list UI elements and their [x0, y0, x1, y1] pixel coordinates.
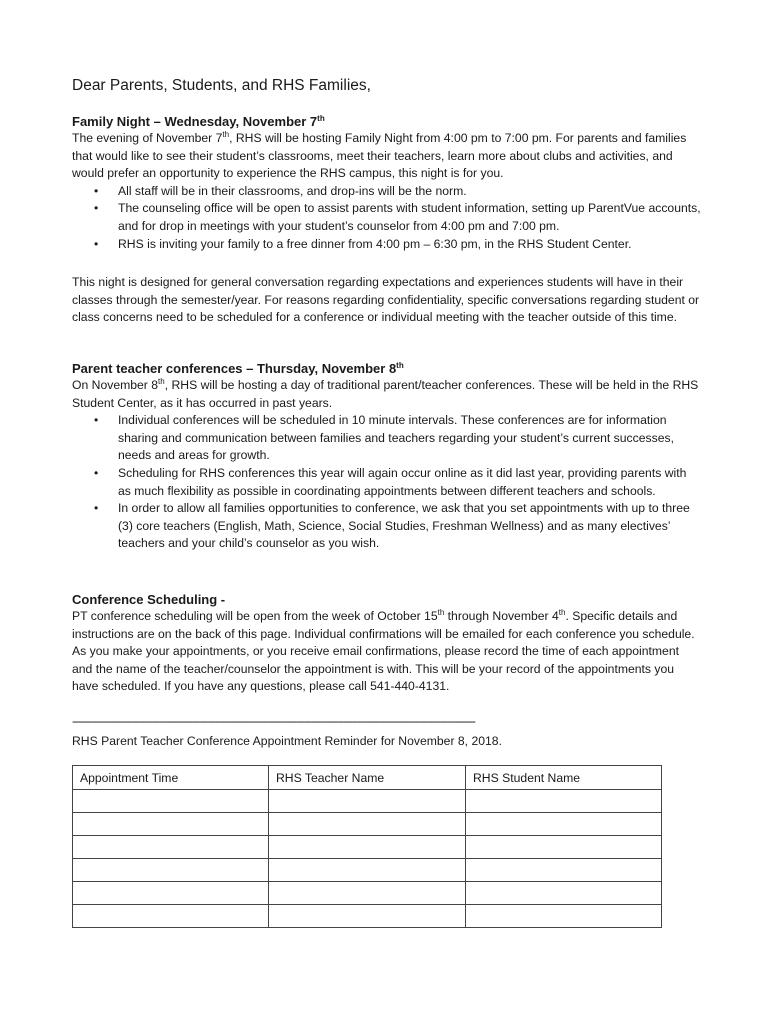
scheduling-text: PT conference scheduling will be open from the week of October 15th through November 4th. Specific details and instructions are on the back of this page. Individual confirmations will be emailed for each conference you schedule. As you make your appointments, or you receive email confirmations, please record the time of each appointment and the name of the teacher/counselor the appointment is with. This will be your record of the appointments you have scheduled. If you have any questions, please call 541-440-4131.	[72, 608, 695, 694]
family-night-note: This night is designed for general conversation regarding expectations and experiences students will have in their classes through the semester/year. For reasons regarding confidentiality, specific conversations regarding student or class concerns need to be scheduled for a conference or individual meeting with the teacher outside of this time.	[72, 275, 700, 325]
table-cell[interactable]	[466, 859, 662, 882]
table-cell[interactable]	[73, 859, 269, 882]
table-row	[73, 836, 662, 859]
list-item: • RHS is inviting your family to a free dinner from 4:00 pm – 6:30 pm, in the RHS Student Center.	[118, 236, 702, 254]
list-item: • In order to allow all families opportunities to conference, we ask that you set appointments with up to three (3) core teachers (English, Math, Science, Social Studies, Freshman Wellness) and as many electives’ teachers and your child’s counselor as you wish.	[118, 500, 702, 553]
conferences-bullets	[72, 412, 702, 553]
list-item: • All staff will be in their classrooms, and drop-ins will be the norm.	[118, 183, 702, 201]
family-night-intro: The evening of November 7th, RHS will be hosting Family Night from 4:00 pm to 7:00 pm. For parents and families that would like to see their student’s classrooms, meet their teachers, learn more about clubs and activities, and would prefer an opportunity to experience the RHS campus, this night is for you.	[72, 130, 687, 181]
salutation: Dear Parents, Students, and RHS Families,	[72, 77, 371, 94]
column-header-appointment-time: Appointment Time	[73, 766, 269, 790]
list-item: • The counseling office will be open to assist parents with student information, setting up ParentVue accounts, and for drop in meetings with your student’s counselor from 4:00 pm and 7:00 pm.	[118, 200, 702, 235]
table-row	[73, 813, 662, 836]
scheduling-heading: Conference Scheduling -	[72, 592, 226, 607]
table-cell[interactable]	[269, 882, 466, 905]
table-cell[interactable]	[269, 836, 466, 859]
family-night-section	[72, 114, 702, 253]
table-cell[interactable]	[466, 790, 662, 813]
column-header-student-name: RHS Student Name	[466, 766, 662, 790]
table-cell[interactable]	[269, 859, 466, 882]
table-cell[interactable]	[73, 882, 269, 905]
table-cell[interactable]	[73, 836, 269, 859]
family-night-heading: Family Night – Wednesday, November 7th	[72, 114, 325, 129]
conferences-heading: Parent teacher conferences – Thursday, November 8th	[72, 361, 404, 376]
list-item: • Scheduling for RHS conferences this year will again occur online as it did last year, providing parents with as much flexibility as possible in coordinating appointments between different teachers and schools.	[118, 465, 702, 500]
family-night-bullets	[72, 183, 702, 253]
family-night-note-section	[72, 274, 702, 327]
table-cell[interactable]	[466, 905, 662, 928]
table-cell[interactable]	[73, 813, 269, 836]
table-cell[interactable]	[466, 882, 662, 905]
column-header-teacher-name: RHS Teacher Name	[269, 766, 466, 790]
reminder-title: RHS Parent Teacher Conference Appointment Reminder for November 8, 2018.	[72, 734, 502, 748]
table-row	[73, 859, 662, 882]
conferences-section	[72, 361, 702, 553]
table-cell[interactable]	[269, 813, 466, 836]
table-cell[interactable]	[73, 790, 269, 813]
cut-line-divider: ------------------------------------------------------------------------------------------------------------------------------------------------	[72, 714, 475, 728]
table-cell[interactable]	[269, 790, 466, 813]
reminder-section	[72, 714, 702, 748]
table-row	[73, 905, 662, 928]
table-cell[interactable]	[466, 836, 662, 859]
table-cell[interactable]	[73, 905, 269, 928]
appointment-table	[72, 765, 662, 928]
scheduling-section	[72, 592, 702, 696]
conferences-intro: On November 8th, RHS will be hosting a day of traditional parent/teacher conferences. These will be held in the RHS Student Center, as it has occurred in past years.	[72, 377, 699, 410]
table-row	[73, 882, 662, 905]
table-cell[interactable]	[269, 905, 466, 928]
table-row	[73, 790, 662, 813]
list-item: • Individual conferences will be scheduled in 10 minute intervals. These conferences are for information sharing and communication between families and teachers regarding your student’s current successes, needs and areas for growth.	[118, 412, 702, 465]
table-header-row	[73, 766, 662, 790]
table-cell[interactable]	[466, 813, 662, 836]
